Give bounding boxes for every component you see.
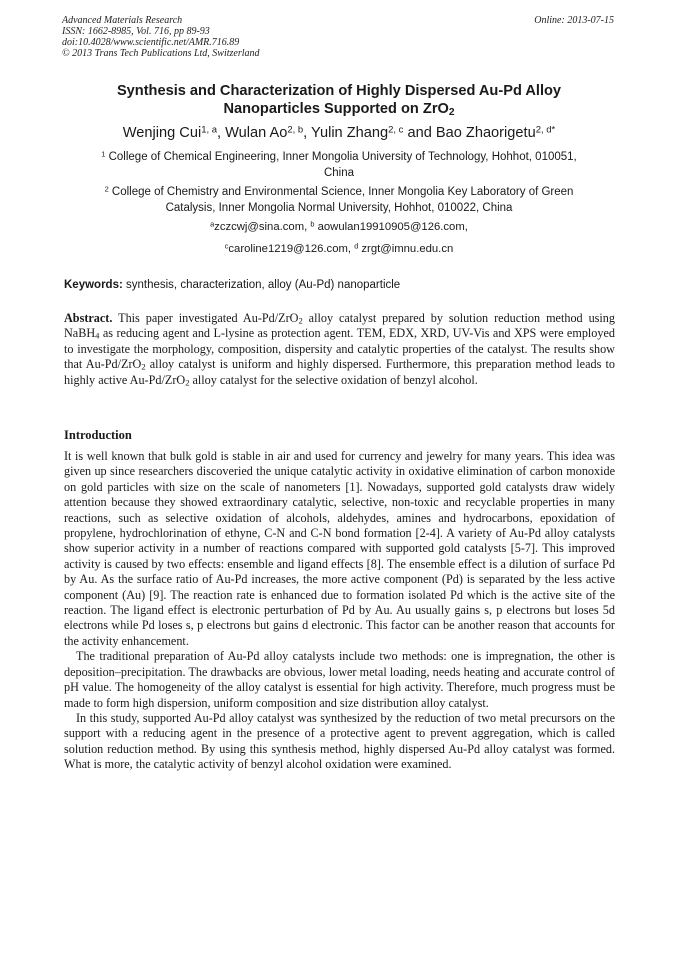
- paragraph: In this study, supported Au-Pd alloy catalyst was synthesized by the reduction of two metal precursors on the support with a reducing agent in the presence of a protective agent to prevent aggregation, which is called solution reduction method. By using this synthesis method, highly dispersed Au-Pd alloy catalyst was formed. What is more, the catalytic activity of benzyl alcohol oxidation were examined.: [64, 710, 615, 772]
- email-link[interactable]: caroline1219@126.com,: [228, 243, 355, 255]
- journal-header: [62, 15, 260, 59]
- paper-title: [60, 82, 618, 118]
- keywords-label: Keywords:: [64, 279, 123, 291]
- doi-line: doi:10.4028/www.scientific.net/AMR.716.89: [62, 37, 240, 48]
- paragraph: It is well known that bulk gold is stable in air and used for currency and jewelry for many years. This idea was given up since researchers discoveried the unique catalytic activity in oxidative elimination of carbon monoxide on gold particles with size on the scale of nanometers [1]. Nowadays, supported gold catalysts draw widely attention because they showed extraordinary catalytic, selective, non-toxic and recyclable properties in many reactions, such as selective oxidation of alcohols, aldehydes, amines and hydrocarbons, epoxidation of propylene, hydrochlorination of ethyne, C-N and C-N bond formation [2-4]. A variety of Au-Pd alloy catalysts show superior activity in a number of reactions compared with supported gold catalysts [5-7]. This improved activity is caused by two effects: ensemble and ligand effects [8]. The ensemble effect is a dilution of surface Pd by Au. As the surface ratio of Au-Pd increases, the more active component (Pd) is separated by the less active component (Au) [9]. The reaction rate is enhanced due to formation isolated Pd which is the active site of the reaction. The ligand effect is electronic perturbation of Pd by Au. Au usually gains s, p electrons but loses 5d electrons while Pd loses s, p electrons but gains d electronic. This factor can be another reason that accounts for the activity enhancement.: [64, 449, 615, 648]
- paragraph: The traditional preparation of Au-Pd alloy catalysts include two methods: one is impregnation, the other is deposition–precipitation. The drawbacks are obvious, lower metal loading, needs heating and accurate control of pH value. The homogeneity of the alloy catalyst is essential for high activity. Therefore, much progress must be made to form high dispersion, uniform composition and size distribution alloy catalyst.: [64, 649, 615, 710]
- affiliation-2: $^2$ College of Chemistry and Environmental Science, Inner Mongolia Key Laboratory of Green Catalysis, Inner Mongolia Normal University, Hohhot, 010022, China: [104, 184, 574, 214]
- issn-line: ISSN: 1662-8985, Vol. 716, pp 89-93: [62, 26, 210, 37]
- copyright-line: © 2013 Trans Tech Publications Ltd, Switzerland: [62, 48, 260, 59]
- author: Bao Zhaorigetu$^{2, d*}$: [435, 124, 556, 141]
- author-list: Wenjing Cui$^{1, a}$, Wulan Ao$^{2, b}$, Yulin Zhang$^{2, c}$ and Bao Zhaorigetu$^{2, d*}$: [122, 124, 556, 141]
- journal-name: Advanced Materials Research: [62, 15, 183, 26]
- email-link[interactable]: zczcwj@sina.com,: [214, 221, 311, 233]
- author: Wenjing Cui$^{1, a}$: [122, 124, 218, 141]
- online-date: Online: 2013-07-15: [534, 15, 614, 26]
- email-link[interactable]: aowulan19910905@126.com,: [314, 221, 468, 233]
- title-line-1: Synthesis and Characterization of Highly Dispersed Au-Pd Alloy: [116, 83, 562, 99]
- abstract-label: Abstract.: [64, 311, 113, 325]
- email-link[interactable]: zrgt@imnu.edu.cn: [358, 243, 454, 255]
- email-line-1: $^a$zczcwj@sina.com, $^b$ aowulan19910905@126.com,: [210, 219, 468, 233]
- affiliation-1: $^1$ College of Chemical Engineering, Inner Mongolia University of Technology, Hohhot, 010051, China: [101, 149, 577, 179]
- section-heading-introduction: Introduction: [64, 428, 132, 442]
- email-line-2: $^c$caroline1219@126.com, $^d$ zrgt@imnu.edu.cn: [224, 241, 454, 255]
- keywords-text: synthesis, characterization, alloy (Au-Pd) nanoparticle: [122, 279, 401, 291]
- author: Yulin Zhang$^{2, c}$: [311, 124, 404, 141]
- introduction-body: [64, 449, 615, 773]
- abstract: Abstract. This paper investigated Au-Pd/ZrO$_2$ alloy catalyst prepared by solution reduction method using NaBH$_4$ as reducing agent and L-lysine as protection agent. TEM, EDX, XRD, UV-Vis and XPS were employed to investigate the morphology, composition, dispersity and catalytic properties of the catalyst. The results show that Au-Pd/ZrO$_2$ alloy catalyst is uniform and highly dispersed. Furthermore, this preparation method leads to highly active Au-Pd/ZrO$_2$ alloy catalyst for the selective oxidation of benzyl alcohol.: [64, 311, 615, 388]
- keywords: [64, 278, 615, 292]
- author: Wulan Ao$^{2, b}$: [225, 124, 304, 141]
- title-line-2: Nanoparticles Supported on ZrO$_2$: [223, 101, 455, 119]
